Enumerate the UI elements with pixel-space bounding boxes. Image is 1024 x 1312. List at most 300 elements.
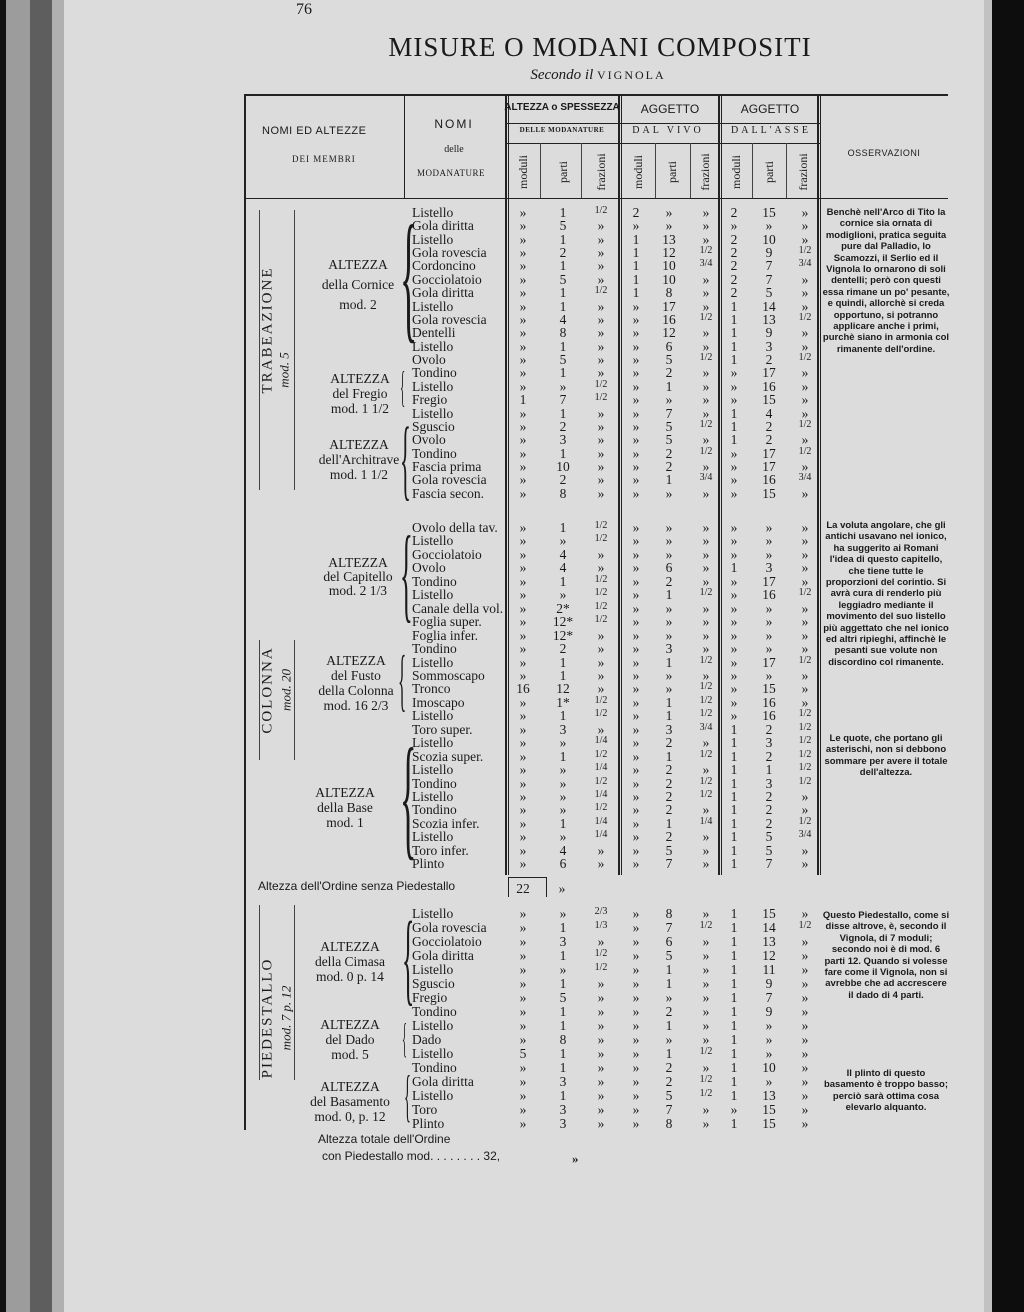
- cell-v: 1: [632, 271, 640, 287]
- group-label: del Fusto: [331, 668, 381, 683]
- cell-v: »: [632, 1102, 640, 1117]
- cell-s: 9: [765, 1004, 773, 1019]
- cell-v: 1: [665, 976, 673, 991]
- cell-v: »: [665, 520, 673, 535]
- cell-a: 1: [519, 392, 527, 408]
- cell-s: »: [730, 667, 738, 683]
- cell-s: 1/2: [798, 735, 812, 747]
- cell-a: 5: [559, 990, 567, 1005]
- rule-line: [505, 123, 820, 124]
- cell-v: »: [702, 520, 710, 535]
- cell-s: »: [801, 1004, 809, 1019]
- cell-a: »: [597, 681, 605, 697]
- cell-s: 2: [765, 352, 773, 368]
- cell-a: 1: [559, 298, 567, 314]
- cell-a: »: [519, 627, 527, 643]
- cell-a: 1/2: [594, 948, 608, 959]
- modanatura-name: Plinto: [412, 856, 445, 872]
- cell-v: »: [665, 546, 673, 562]
- cell-v: »: [702, 667, 710, 683]
- cell-v: »: [702, 405, 710, 421]
- cell-s: 10: [762, 1060, 776, 1075]
- cell-a: 4: [559, 842, 567, 858]
- cell-v: 1: [665, 962, 673, 977]
- cell-s: 1: [730, 842, 738, 858]
- cell-v: »: [702, 976, 710, 991]
- cell-a: 1: [559, 1088, 567, 1103]
- cell-s: 5: [765, 829, 773, 845]
- modanatura-name: Fascia secon.: [412, 485, 484, 501]
- cell-v: »: [632, 962, 640, 977]
- cell-v: 13: [662, 231, 676, 247]
- cell-v: 2: [665, 365, 673, 381]
- cell-s: 2: [765, 802, 773, 818]
- cell-a: 1/4: [594, 789, 608, 800]
- group-label: mod. 0 p. 14: [316, 969, 384, 984]
- cell-a: »: [559, 587, 567, 603]
- cell-s: 15: [762, 1102, 776, 1117]
- cell-v: 8: [665, 1116, 673, 1131]
- cell-s: 12: [762, 948, 776, 963]
- cell-s: 1: [730, 1032, 738, 1047]
- group-label: mod. 0, p. 12: [314, 1109, 386, 1124]
- cell-v: »: [702, 1032, 710, 1047]
- cell-v: »: [702, 485, 710, 501]
- cell-v: »: [702, 205, 710, 220]
- cell-a: 3: [559, 1074, 567, 1089]
- cell-a: »: [519, 245, 527, 261]
- cell-a: 1: [559, 338, 567, 354]
- cell-s: »: [730, 365, 738, 381]
- cell-v: 1/2: [699, 245, 713, 257]
- bracket: {: [400, 410, 411, 509]
- cell-a: 5: [559, 271, 567, 287]
- cell-s: 1/2: [798, 445, 812, 457]
- observation-note: Benchè nell'Arco di Tito la cornice sia ornata di modiglioni, pratica seguita pure dal Palladio, lo Scamozzi, il Serlio ed il Vignola lo ornarono di soli dentelli; però con questi essa rimane un po' pesante, e quindi, allorchè si creda opportuno, si potranno applicare anche i primi, purchè siano in armonia col rimanente dell'ordine.: [822, 207, 950, 355]
- cell-a: 12*: [552, 627, 574, 643]
- cell-v: 5: [665, 1088, 673, 1103]
- cell-s: »: [765, 533, 773, 549]
- column-line: [820, 95, 821, 875]
- modanatura-name: Listello: [412, 1088, 454, 1103]
- cell-v: 1: [632, 245, 640, 261]
- cell-s: 1: [730, 762, 738, 778]
- cell-v: 1/2: [699, 708, 713, 720]
- cell-a: 3: [559, 432, 567, 448]
- cell-s: 1: [730, 1004, 738, 1019]
- cell-a: »: [519, 815, 527, 831]
- cell-a: »: [519, 694, 527, 710]
- cell-a: »: [597, 271, 605, 287]
- cell-v: »: [632, 748, 640, 764]
- cell-a: »: [519, 1102, 527, 1117]
- cell-a: »: [597, 990, 605, 1005]
- cell-v: »: [632, 338, 640, 354]
- cell-s: »: [730, 587, 738, 603]
- modanatura-name: Listello: [412, 378, 454, 394]
- modanatura-name: Gola diritta: [412, 948, 474, 963]
- cell-v: »: [665, 990, 673, 1005]
- group-label: mod. 5: [331, 1047, 369, 1062]
- cell-s: »: [801, 802, 809, 818]
- cell-s: »: [801, 990, 809, 1005]
- section-name: PIEDESTALLO: [259, 957, 276, 1079]
- cell-s: 1/2: [798, 587, 812, 599]
- cell-v: »: [632, 325, 640, 341]
- cell-s: 9: [765, 245, 773, 261]
- cell-a: 2*: [556, 600, 570, 616]
- cell-v: 1: [665, 1046, 673, 1061]
- total-con-piedestallo-b: »: [572, 1151, 579, 1166]
- cell-a: »: [519, 1032, 527, 1047]
- cell-s: »: [801, 231, 809, 247]
- cell-a: »: [519, 231, 527, 247]
- cell-a: »: [519, 934, 527, 949]
- scan-edge: [52, 0, 64, 1312]
- cell-v: 1: [665, 654, 673, 670]
- cell-s: 2: [765, 789, 773, 804]
- column-line: [581, 143, 582, 198]
- cell-v: 1/2: [699, 587, 713, 599]
- modanatura-name: Ovolo: [412, 352, 446, 368]
- cell-a: »: [519, 298, 527, 314]
- cell-a: 1: [559, 365, 567, 381]
- group-label: mod. 16 2/3: [323, 698, 389, 713]
- group-label: ALTEZZA: [330, 371, 390, 386]
- cell-s: 16: [762, 708, 776, 724]
- group-label: mod. 1: [326, 815, 364, 830]
- cell-a: »: [559, 762, 567, 778]
- modanatura-name: Listello: [412, 338, 454, 354]
- cell-v: »: [632, 1004, 640, 1019]
- cell-s: »: [730, 378, 738, 394]
- cell-v: »: [632, 708, 640, 724]
- cell-a: 8: [559, 325, 567, 341]
- modanatura-name: Listello: [412, 829, 454, 845]
- cell-s: »: [801, 600, 809, 616]
- cell-v: »: [632, 906, 640, 921]
- observation-note: Le quote, che portano gli asterischi, non si debbono sommare per avere il totale dell'altezza.: [824, 733, 948, 779]
- modanatura-name: Gola diritta: [412, 285, 474, 301]
- cell-v: »: [702, 627, 710, 643]
- cell-v: »: [632, 352, 640, 368]
- modanatura-name: Listello: [412, 789, 454, 804]
- modanatura-name: Listello: [412, 735, 454, 751]
- cell-a: 5: [559, 352, 567, 368]
- cell-a: »: [597, 418, 605, 434]
- cell-v: »: [632, 520, 640, 535]
- cell-v: »: [632, 802, 640, 818]
- cell-a: »: [519, 614, 527, 630]
- cell-v: 16: [662, 311, 676, 327]
- cell-v: 6: [665, 560, 673, 576]
- cell-a: 5: [519, 1046, 527, 1061]
- cell-v: 2: [665, 775, 673, 791]
- cell-a: 1: [559, 920, 567, 935]
- column-subheader: parti: [556, 161, 570, 183]
- cell-a: »: [519, 258, 527, 274]
- header-modanature: MODANATURE: [417, 168, 485, 178]
- cell-v: »: [702, 271, 710, 287]
- cell-s: »: [765, 520, 773, 535]
- cell-a: »: [559, 906, 567, 921]
- cell-s: »: [730, 445, 738, 461]
- cell-v: 1/2: [699, 694, 713, 706]
- cell-a: »: [519, 218, 527, 234]
- cell-v: 3: [665, 641, 673, 657]
- modanatura-name: Plinto: [412, 1116, 445, 1131]
- cell-s: »: [730, 614, 738, 630]
- cell-v: »: [702, 325, 710, 341]
- cell-a: 1/4: [594, 762, 608, 774]
- cell-s: 1: [730, 829, 738, 845]
- cell-s: »: [801, 1060, 809, 1075]
- cell-s: 1: [730, 735, 738, 751]
- column-line: [752, 143, 753, 198]
- modanatura-name: Listello: [412, 405, 454, 421]
- cell-s: »: [730, 459, 738, 475]
- cell-v: »: [632, 681, 640, 697]
- modanatura-name: Fregio: [412, 392, 448, 408]
- group-label: ALTEZZA: [328, 257, 388, 272]
- cell-v: »: [632, 815, 640, 831]
- cell-a: 1: [559, 1004, 567, 1019]
- cell-a: 8: [559, 1032, 567, 1047]
- section-module: mod. 20: [278, 669, 294, 711]
- cell-a: »: [519, 600, 527, 616]
- group-label: mod. 2: [339, 297, 377, 312]
- cell-v: 7: [665, 920, 673, 935]
- cell-a: »: [519, 667, 527, 683]
- cell-a: »: [519, 762, 527, 778]
- cell-v: »: [632, 976, 640, 991]
- cell-s: 1/2: [798, 311, 812, 323]
- cell-v: »: [702, 378, 710, 394]
- cell-s: 1: [730, 934, 738, 949]
- cell-a: 8: [559, 485, 567, 501]
- cell-s: 1/2: [798, 245, 812, 257]
- cell-s: »: [730, 1102, 738, 1117]
- cell-a: 3: [559, 1116, 567, 1131]
- cell-a: »: [597, 258, 605, 274]
- cell-s: 2: [730, 231, 738, 247]
- cell-s: 9: [765, 976, 773, 991]
- cell-v: »: [702, 285, 710, 301]
- cell-a: »: [597, 245, 605, 261]
- column-line: [618, 95, 620, 875]
- cell-a: 1: [559, 205, 567, 220]
- cell-a: 1/2: [594, 802, 608, 814]
- cell-v: »: [632, 405, 640, 421]
- cell-v: 7: [665, 1102, 673, 1117]
- cell-a: »: [519, 352, 527, 368]
- cell-s: »: [730, 546, 738, 562]
- cell-a: »: [519, 1004, 527, 1019]
- cell-a: »: [597, 654, 605, 670]
- column-subheader: moduli: [729, 154, 743, 190]
- column-subheader: parti: [762, 161, 776, 183]
- cell-s: 15: [762, 1116, 776, 1131]
- cell-s: 1: [730, 948, 738, 963]
- cell-a: »: [519, 990, 527, 1005]
- cell-v: »: [702, 1004, 710, 1019]
- cell-v: »: [632, 1074, 640, 1089]
- section-module: mod. 5: [276, 352, 292, 388]
- cell-s: »: [801, 667, 809, 683]
- cell-a: »: [519, 708, 527, 724]
- cell-v: »: [665, 600, 673, 616]
- cell-v: »: [665, 667, 673, 683]
- cell-s: »: [730, 694, 738, 710]
- cell-s: 1: [730, 560, 738, 576]
- modanatura-name: Canale della vol.: [412, 600, 504, 616]
- cell-v: »: [632, 990, 640, 1005]
- group-label: ALTEZZA: [320, 939, 380, 954]
- cell-v: »: [632, 789, 640, 804]
- cell-v: 5: [665, 418, 673, 434]
- column-subheader: frazioni: [796, 153, 810, 191]
- cell-a: »: [597, 641, 605, 657]
- cell-v: 1/2: [699, 654, 713, 666]
- cell-a: 1/4: [594, 829, 608, 841]
- column-line: [259, 640, 260, 760]
- cell-v: »: [632, 614, 640, 630]
- cell-a: 1: [559, 654, 567, 670]
- cell-s: »: [801, 1088, 809, 1103]
- cell-a: »: [519, 271, 527, 287]
- cell-a: »: [597, 1074, 605, 1089]
- cell-a: 1/2: [594, 587, 608, 599]
- cell-v: 2: [665, 789, 673, 804]
- cell-a: »: [559, 829, 567, 845]
- cell-s: 1/2: [798, 775, 812, 787]
- cell-s: »: [801, 681, 809, 697]
- total-senza-piedestallo-label: Altezza dell'Ordine senza Piedestallo: [258, 879, 456, 893]
- observation-note: Questo Piedestallo, come si disse altrove, è, secondo il Vignola, di 7 moduli; secondo noi è di mod. 6 parti 12. Quando si volesse fare come il Vignola, non si avrebbe che ad accrescere il dado di 4 parti.: [822, 910, 950, 1001]
- cell-a: »: [519, 445, 527, 461]
- cell-s: 1: [730, 815, 738, 831]
- scan-edge: [984, 0, 992, 1312]
- cell-a: »: [597, 325, 605, 341]
- total-senza-piedestallo-b: »: [558, 881, 566, 896]
- cell-v: 1: [665, 708, 673, 724]
- cell-a: 2: [559, 418, 567, 434]
- cell-a: 1/2: [594, 378, 608, 390]
- cell-v: »: [702, 641, 710, 657]
- cell-a: 1/4: [594, 735, 608, 747]
- cell-s: »: [765, 218, 773, 234]
- cell-s: 1: [730, 418, 738, 434]
- cell-a: »: [519, 405, 527, 421]
- cell-s: »: [801, 1018, 809, 1033]
- cell-s: »: [730, 641, 738, 657]
- scan-edge: [992, 0, 1024, 1312]
- cell-s: 13: [762, 1088, 776, 1103]
- cell-a: »: [597, 338, 605, 354]
- header-osservazioni: OSSERVAZIONI: [847, 148, 921, 158]
- cell-v: 1/2: [699, 1046, 713, 1057]
- cell-a: »: [597, 1046, 605, 1061]
- cell-s: »: [730, 218, 738, 234]
- cell-s: »: [801, 325, 809, 341]
- total-con-piedestallo-line2: con Piedestallo mod. . . . . . . . 32,: [322, 1149, 501, 1163]
- cell-v: 2: [665, 573, 673, 589]
- cell-v: »: [702, 546, 710, 562]
- cell-v: »: [632, 948, 640, 963]
- cell-s: 1: [730, 1060, 738, 1075]
- cell-a: 1: [559, 285, 567, 301]
- modanatura-name: Ovolo della tav.: [412, 520, 498, 535]
- cell-s: »: [765, 546, 773, 562]
- cell-v: »: [632, 298, 640, 314]
- cell-s: »: [801, 856, 809, 872]
- cell-a: 6: [559, 856, 567, 872]
- cell-a: 12: [556, 681, 570, 697]
- rule-line: [244, 94, 948, 96]
- cell-v: 2: [665, 1074, 673, 1089]
- column-line: [546, 877, 547, 897]
- cell-v: 2: [665, 802, 673, 818]
- cell-a: 3: [559, 934, 567, 949]
- cell-a: »: [519, 573, 527, 589]
- observation-note: La voluta angolare, che gli antichi usavano nel ionico, ha suggerito ai Romani l'idea di questo capitello, che tiene tutte le proporzioni del corintio. Si avrà cura di renderlo più leggiadro mediante il movimento del suo listello più aggettato che nel ionico ed altri ripieghi, affinchè le pesanti sue volute non discordino col rimanente.: [823, 520, 949, 668]
- total-senza-piedestallo-value: 22: [516, 881, 530, 896]
- rule-line: [244, 198, 948, 199]
- cell-v: 5: [665, 842, 673, 858]
- cell-v: 5: [665, 432, 673, 448]
- modanatura-name: Tondino: [412, 802, 457, 818]
- modanatura-name: Gola rovescia: [412, 920, 487, 935]
- cell-s: »: [730, 681, 738, 697]
- cell-v: 6: [665, 338, 673, 354]
- cell-v: »: [702, 459, 710, 475]
- modanatura-name: Gocciolatoio: [412, 546, 482, 562]
- cell-s: 1: [730, 962, 738, 977]
- group-label: della Cornice: [321, 277, 395, 292]
- subtitle: [530, 68, 665, 83]
- cell-s: »: [801, 934, 809, 949]
- cell-v: »: [702, 392, 710, 408]
- cell-s: »: [765, 600, 773, 616]
- cell-v: 1/2: [699, 748, 713, 760]
- cell-s: 17: [762, 365, 776, 381]
- cell-s: »: [801, 432, 809, 448]
- cell-s: 1: [730, 920, 738, 935]
- cell-a: 1/2: [594, 614, 608, 626]
- cell-s: 1: [730, 405, 738, 421]
- cell-s: 1/2: [798, 654, 812, 666]
- cell-v: 1: [632, 231, 640, 247]
- cell-v: »: [632, 856, 640, 872]
- cell-v: »: [702, 1018, 710, 1033]
- cell-v: »: [632, 533, 640, 549]
- cell-a: »: [519, 472, 527, 488]
- cell-v: »: [665, 485, 673, 501]
- cell-s: 2: [730, 285, 738, 301]
- cell-a: 5: [559, 218, 567, 234]
- modanatura-name: Sguscio: [412, 976, 455, 991]
- cell-s: 17: [762, 654, 776, 670]
- cell-s: »: [801, 520, 809, 535]
- cell-v: »: [632, 1116, 640, 1131]
- page-title: MISURE O MODANI COMPOSITI: [388, 32, 812, 62]
- column-line: [294, 905, 295, 1080]
- group-label: del Basamento: [310, 1094, 390, 1109]
- subtitle-prefix: Secondo il: [530, 67, 594, 83]
- cell-a: »: [519, 735, 527, 751]
- cell-a: »: [519, 365, 527, 381]
- cell-s: 1: [730, 1046, 738, 1061]
